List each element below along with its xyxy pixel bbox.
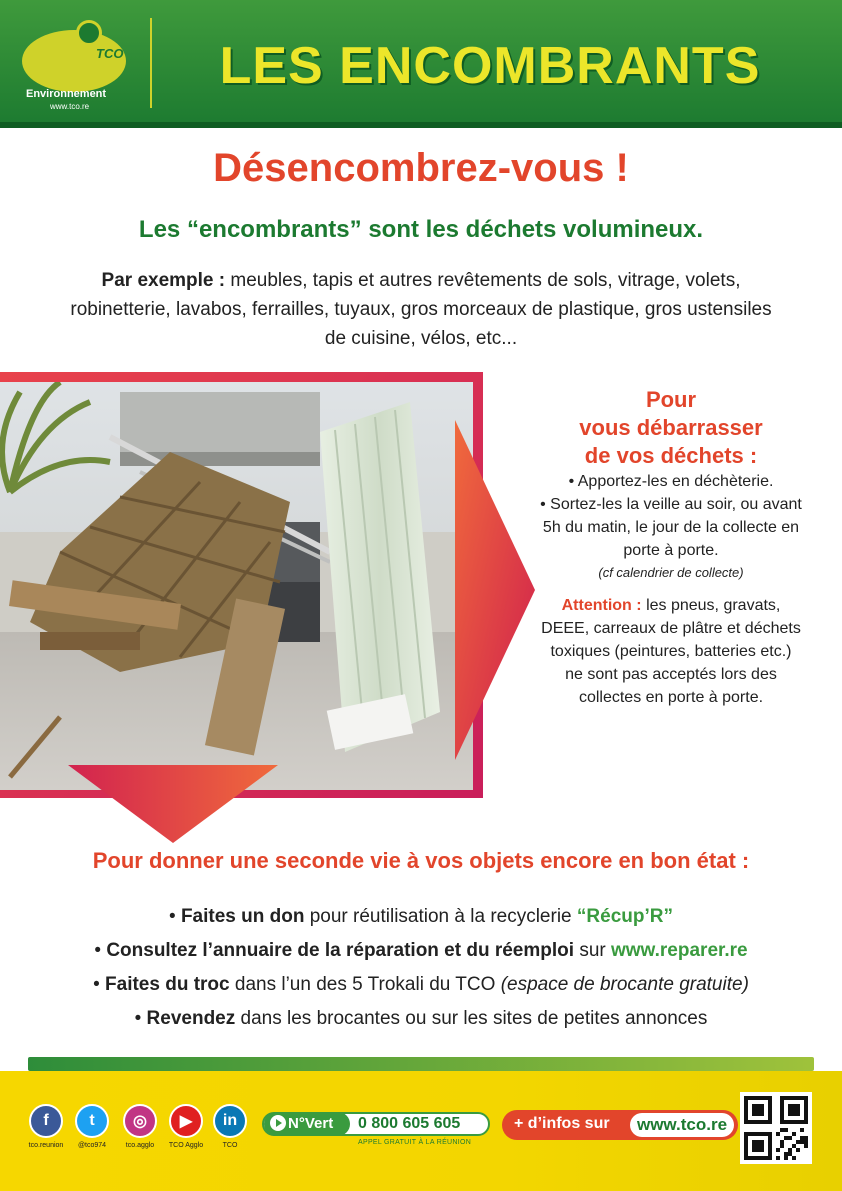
twitter-icon[interactable]: t	[75, 1104, 109, 1138]
logo-url: www.tco.re	[50, 102, 90, 111]
disposal-title-line: de vos déchets :	[584, 443, 758, 468]
second-life-title: Pour donner une seconde vie à vos objets encore en bon état :	[92, 848, 750, 873]
social-twitter[interactable]	[72, 1104, 112, 1149]
arrow-down-icon	[68, 765, 278, 843]
bullet: •	[94, 940, 107, 961]
second-life-list	[30, 900, 812, 1036]
qr-code-icon[interactable]	[740, 1092, 812, 1164]
footer-divider-bar	[28, 1057, 814, 1071]
reparer-link[interactable]: www.reparer.re	[611, 940, 748, 961]
social-facebook[interactable]	[26, 1104, 66, 1149]
recupr-link: “Récup’R”	[576, 906, 673, 927]
logo-tagline: Environnement	[26, 88, 107, 100]
social-caption: TCO	[222, 1142, 238, 1149]
header-banner	[0, 0, 842, 128]
social-caption: @tco974	[77, 1142, 107, 1149]
warning-paragraph	[540, 594, 802, 709]
header-divider	[150, 18, 152, 108]
more-info-badge[interactable]	[502, 1110, 738, 1140]
action-bold: Faites un don	[180, 906, 305, 927]
logo-oval-shape	[22, 30, 126, 92]
action-bold: Faites du troc	[105, 974, 230, 995]
bulky-waste-photo	[0, 382, 473, 790]
action-italic: (espace de brocante gratuite)	[500, 974, 749, 995]
example-paragraph	[70, 266, 772, 353]
youtube-icon[interactable]: ▶	[169, 1104, 203, 1138]
page-title: LES ENCOMBRANTS	[219, 37, 761, 95]
green-number-label: N°Vert	[288, 1115, 334, 1132]
example-text: meubles, tapis et autres revêtements de sols, vitrage, volets, robinetterie, lavabos, ferrailles, tuyaux, gros morceaux de plastique, gros ustensiles de cuisine, vélos, etc...	[70, 270, 772, 349]
linkedin-icon[interactable]: in	[213, 1104, 247, 1138]
disposal-title-line: vous débarrasser	[579, 415, 763, 440]
disposal-bullet: • Apportez-les en déchèterie.	[568, 473, 774, 490]
tco-logo[interactable]	[22, 18, 132, 110]
list-item	[30, 934, 812, 968]
disposal-bullet: • Sortez-les la veille au soir, ou avant 5h du matin, le jour de la collecte en porte à porte.	[540, 496, 802, 559]
logo-brand: TCO	[96, 46, 124, 61]
list-item	[30, 968, 812, 1002]
green-number-subtitle: APPEL GRATUIT À LA RÉUNION	[358, 1139, 472, 1146]
list-item	[30, 1002, 812, 1036]
green-number-badge[interactable]	[262, 1112, 490, 1136]
more-info-url[interactable]: www.tco.re	[630, 1113, 734, 1137]
bullet: •	[134, 1008, 147, 1029]
social-instagram[interactable]	[120, 1104, 160, 1149]
calendar-note: (cf calendrier de collecte)	[598, 565, 744, 580]
disposal-instructions	[540, 386, 802, 709]
more-info-label: + d’infos sur	[514, 1115, 610, 1132]
facebook-icon[interactable]: f	[29, 1104, 63, 1138]
social-caption: tco.agglo	[125, 1142, 155, 1149]
action-bold: Revendez	[146, 1008, 236, 1029]
instagram-icon[interactable]: ◎	[123, 1104, 157, 1138]
arrow-right-icon	[455, 420, 535, 760]
action-text: sur	[574, 940, 611, 961]
warning-label: Attention :	[561, 597, 642, 614]
play-icon	[270, 1115, 286, 1131]
social-youtube[interactable]	[166, 1104, 206, 1149]
warning-text: les pneus, gravats, DEEE, carreaux de plâtre et déchets toxiques (peintures, batteries etc.) ne sont pas acceptés lors des collectes en porte à porte.	[541, 597, 801, 706]
list-item	[30, 900, 812, 934]
example-label: Par exemple :	[101, 270, 226, 291]
disposal-title-line: Pour	[645, 387, 697, 412]
social-caption: TCO Agglo	[168, 1142, 204, 1149]
headline: Désencombrez-vous !	[213, 146, 629, 190]
action-text: dans l’un des 5 Trokali du TCO	[229, 974, 501, 995]
logo-figure-icon	[76, 20, 102, 46]
action-bold: Consultez l’annuaire de la réparation et du réemploi	[106, 940, 575, 961]
green-number: 0 800 605 605	[358, 1115, 461, 1132]
social-linkedin[interactable]	[210, 1104, 250, 1149]
action-text: dans les brocantes ou sur les sites de petites annonces	[235, 1008, 708, 1029]
action-text: pour réutilisation à la recyclerie	[304, 906, 577, 927]
bullet: •	[169, 906, 181, 927]
green-number-label-pill	[264, 1112, 350, 1136]
subheadline: Les “encombrants” sont les déchets volumineux.	[138, 216, 704, 243]
bullet: •	[93, 974, 106, 995]
social-caption: tco.reunion	[28, 1142, 64, 1149]
